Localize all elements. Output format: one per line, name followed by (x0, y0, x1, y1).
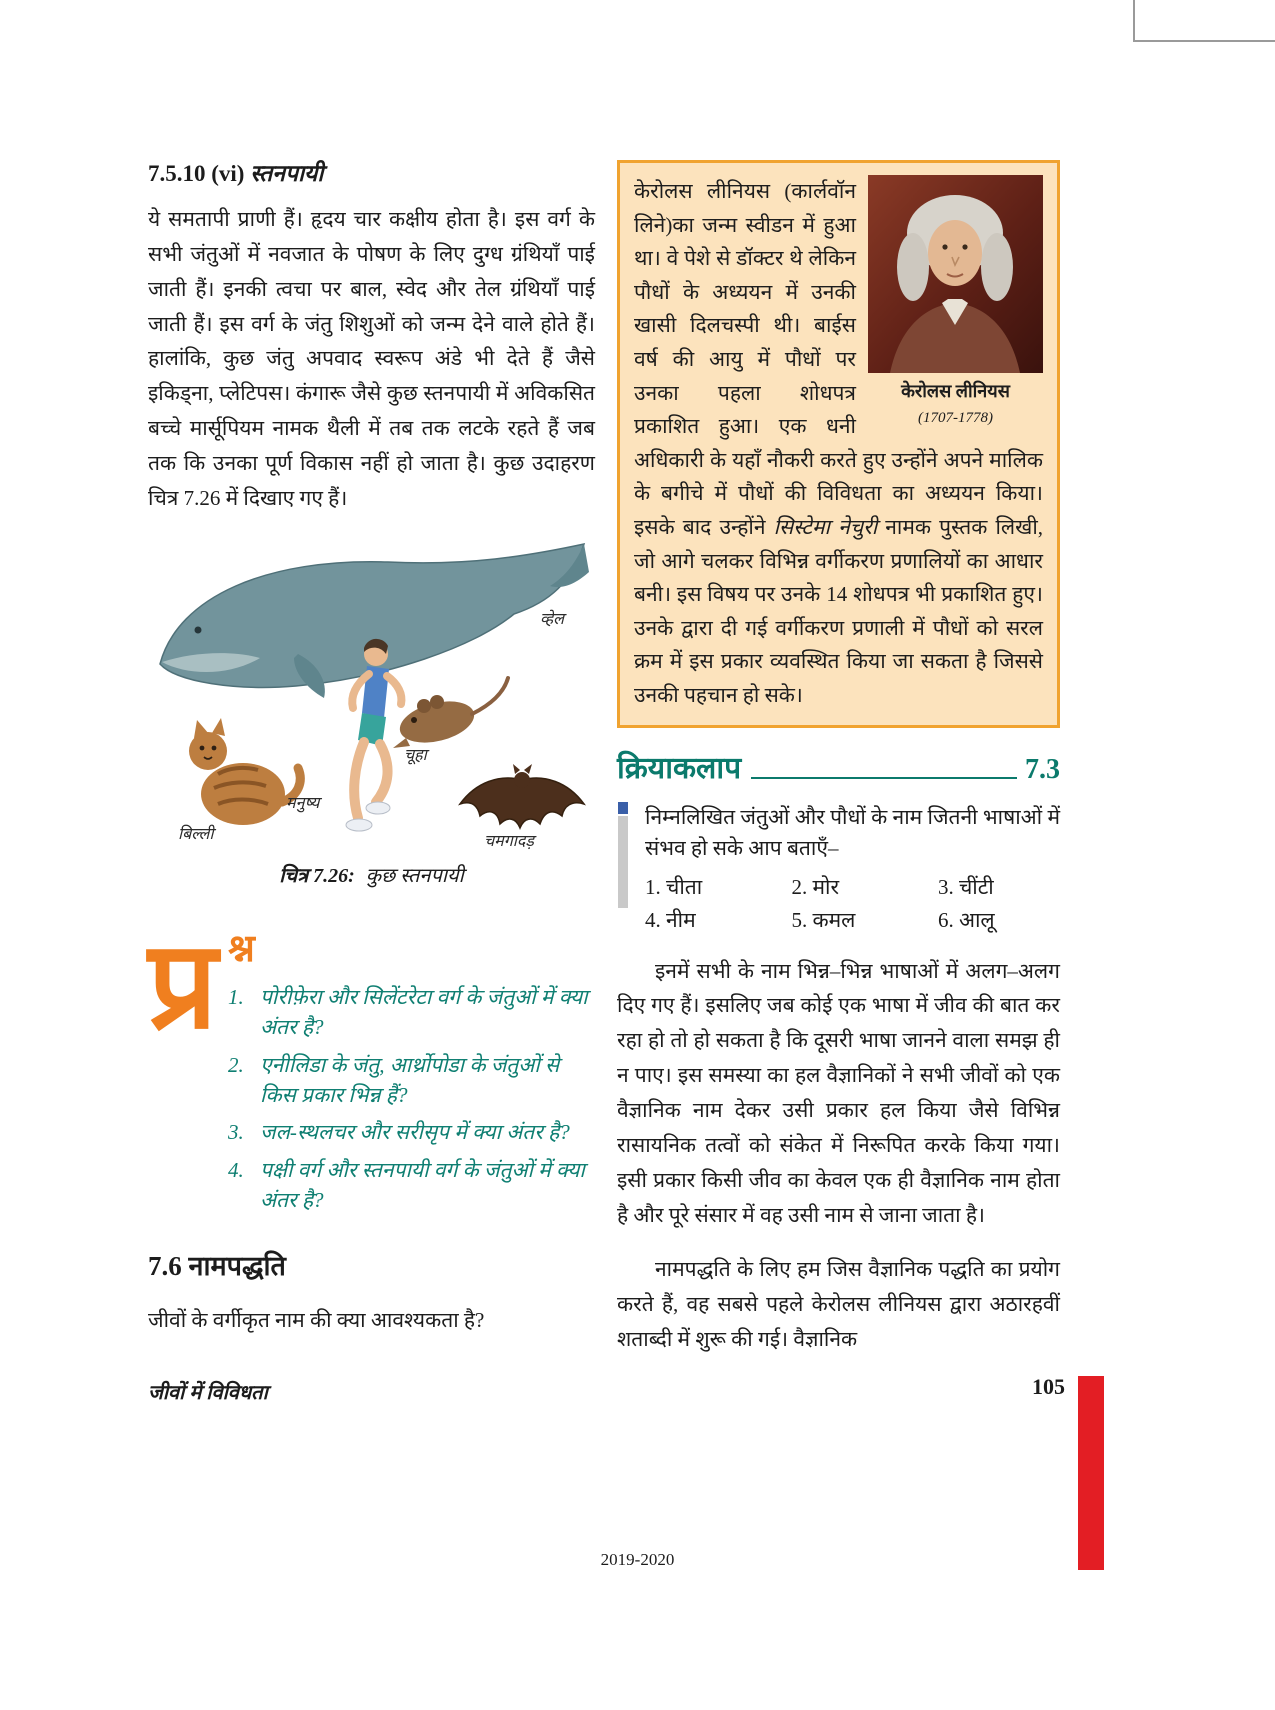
question-item (228, 1117, 595, 1147)
activity-marker-bar (618, 816, 628, 908)
question-text: एनीलिडा के जंतु, आर्थ्रोपोडा के जंतुओं से किस प्रकार भिन्न हैं? (260, 1052, 560, 1108)
naming-paragraph-1: इनमें सभी के नाम भिन्न–भिन्न भाषाओं में अलग–अलग दिए गए हैं। इसलिए जब कोई एक भाषा में जीव की बात कर रहा हो तो हो सकता है कि दूसरी भाषा जानने वाला समझ ही न पाए। इस समस्या का हल वैज्ञानिकों ने सभी जीवों को एक वैज्ञानिक नाम देकर उसी प्रकार हल किया जैसे विभिन्न रासायनिक तत्वों को संकेत में निरूपित करके किया गया। इसी प्रकार किसी जीव का केवल एक ही वैज्ञानिक नाम होता है और पूरे संसार में वह उसी नाम से जाना जाता है। (617, 958, 1060, 1227)
activity-items (645, 873, 1060, 934)
question-number: 4. (228, 1157, 244, 1182)
section-heading-7-5-10 (148, 156, 595, 188)
section-number: 7.5.10 (vi) (148, 161, 245, 186)
infobox-book-title: सिस्टेमा नेचुरी (773, 514, 878, 539)
activity-title: क्रियाकलाप (617, 751, 742, 785)
linnaeus-infobox (617, 160, 1060, 728)
activity-rule-line (751, 777, 1017, 779)
label-rat: चूहा (404, 746, 427, 764)
activity-box (617, 802, 1060, 934)
question-text: पोरीफ़ेरा और सिलेंटरेटा वर्ग के जंतुओं में क्या अंतर है? (260, 984, 588, 1040)
infobox-text-continued: नामक पुस्तक लिखी, जो आगे चलकर विभिन्न वर्गीकरण प्रणालियों का आधार बनी। इस विषय पर उनके 14 शोधपत्र भी प्रकाशित हुए। उनके द्वारा दी गई वर्गीकरण प्रणाली में पौधों को सरल क्रम में इस प्रकार व्यवस्थित किया जा सकता है जिससे उनकी पहचान हो सके। (634, 514, 1044, 707)
question-number: 2. (228, 1052, 244, 1077)
mammals-illustration (148, 536, 595, 851)
question-item (228, 1050, 595, 1111)
activity-item: 5. कमल (791, 907, 856, 932)
section-title-mammals: स्तनपायी (250, 161, 324, 186)
label-human: मनुष्य (286, 794, 320, 812)
questions-content (228, 927, 595, 1216)
activity-content (645, 802, 1060, 934)
label-bat: चमगादड़ (484, 832, 534, 850)
footer-chapter-title: जीवों में विविधता (148, 1382, 268, 1404)
corner-trim-mark-horizontal (1133, 40, 1275, 42)
activity-item: 4. नीम (645, 907, 696, 932)
figure-7-26 (148, 536, 595, 888)
question-text: जल-स्थलचर और सरीसृप में क्या अंतर है? (260, 1120, 570, 1145)
question-item (228, 1155, 595, 1216)
page-edge-red-bar (1078, 1376, 1104, 1570)
portrait-caption-name: केरोलस लीनियस (901, 381, 1010, 401)
cat-illustration (189, 718, 300, 825)
bat-illustration (460, 764, 584, 828)
question-number: 3. (228, 1120, 244, 1145)
portrait-caption-years: (1707-1778) (918, 409, 993, 426)
activity-item: 2. मोर (791, 874, 840, 899)
section-heading-7-6: 7.6 नामपद्धति (148, 1250, 286, 1281)
questions-list (228, 982, 595, 1216)
activity-item: 3. चींटी (937, 874, 994, 899)
questions-glyph-small: श्न (228, 927, 255, 970)
section-7-6-lead: जीवों के वर्गीकृत नाम की क्या आवश्यकता है? (148, 1307, 485, 1332)
activity-marker-dot (618, 802, 628, 814)
figure-caption (148, 861, 595, 888)
questions-glyph-big: प्र (148, 918, 218, 1054)
label-whale: व्हेल (540, 610, 564, 628)
linnaeus-portrait (868, 175, 1043, 430)
naming-paragraph-2: नामपद्धति के लिए हम जिस वैज्ञानिक पद्धति का प्रयोग करते हैं, वह सबसे पहले केरोलस लीनियस द्वारा अठारहवीं शताब्दी में शुरू की गई। वैज्ञानिक (617, 1257, 1060, 1352)
page-number: 105 (1032, 1374, 1065, 1399)
activity-marker (617, 802, 629, 934)
infobox-text: केरोलस लीनियस (कार्लवॉन लिने)का जन्म स्वीडन में हुआ था। वे पेशे से डॉक्टर थे लेकिन पौधों के अध्ययन में उनकी खासी दिलचस्पी थी। बाईस वर्ष की आयु में पौधों पर उनका पहला शोधपत्र प्रकाशित हुआ। एक धनी अधिकारी के यहाँ नौकरी करते हुए उन्होंने अपने मालिक के बगीचे में पौधों की विविधता का अध्ययन किया। इसके बाद उन्होंने (634, 179, 1043, 539)
label-cat: बिल्ली (178, 825, 214, 843)
figure-caption-label: चित्र 7.26: (279, 864, 355, 887)
activity-header (617, 751, 1060, 785)
activity-item: 1. चीता (645, 874, 703, 899)
activity-intro: निम्नलिखित जंतुओं और पौधों के नाम जितनी भाषाओं में संभव हो सके आप बताएँ– (645, 804, 1060, 860)
activity-number: 7.3 (1025, 753, 1060, 785)
mammals-paragraph: ये समतापी प्राणी हैं। हृदय चार कक्षीय होता है। इस वर्ग के सभी जंतुओं में नवजात के पोषण के लिए दुग्ध ग्रंथियाँ पाई जाती हैं। इनकी त्वचा पर बाल, स्वेद और तेल ग्रंथियाँ पाई जाती हैं। इस वर्ग के जंतु शिशुओं को जन्म देने वाले होते हैं। हालांकि, कुछ जंतु अपवाद स्वरूप अंडे भी देते हैं जैसे इकिड्ना, प्लेटिपस। कंगारू जैसे कुछ स्तनपायी में अविकसित बच्चे मार्सूपियम नामक थैली में तब तक लटके रहते हैं जब तक कि उनका पूर्ण विकास नहीं हो जाता है। कुछ उदाहरण चित्र 7.26 में दिखाए गए हैं। (148, 207, 595, 510)
questions-block (148, 918, 595, 1216)
question-text: पक्षी वर्ग और स्तनपायी वर्ग के जंतुओं में क्या अंतर है? (260, 1157, 585, 1213)
rat-illustration (393, 678, 508, 750)
question-number: 1. (228, 984, 244, 1009)
left-column (148, 156, 595, 1338)
corner-trim-mark-vertical (1133, 0, 1135, 42)
question-item (228, 982, 595, 1043)
figure-caption-text: कुछ स्तनपायी (365, 864, 464, 887)
linnaeus-portrait-image (868, 175, 1043, 373)
footer-year: 2019-2020 (600, 1550, 675, 1569)
activity-item: 6. आलू (937, 907, 995, 932)
right-column (617, 160, 1060, 1357)
